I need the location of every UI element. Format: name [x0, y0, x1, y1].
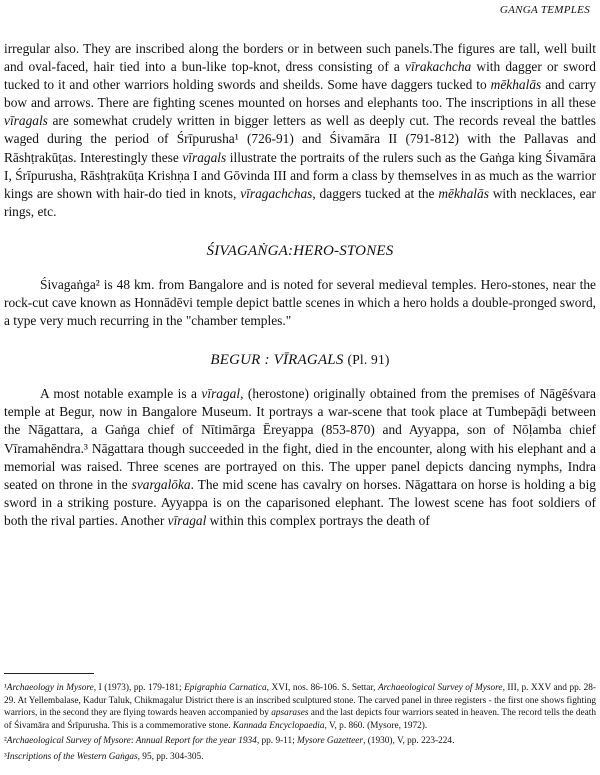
body-text — [4, 40, 596, 530]
heading-2-plate-ref: (Pl. 91) — [347, 352, 390, 368]
footnote-rule — [4, 673, 94, 674]
footnote-3: ³Inscriptions of the Western Gaṅgas, 95, pp. 304-305. — [4, 751, 204, 762]
section-heading-sivaganga — [4, 243, 596, 260]
footnote-1: ¹Archaeology in Mysore, I (1973), pp. 179-181; Epigraphia Carnatica, XVI, nos. 86-106. S. Settar, Archaeological Survey of Mysore, III, p. XXV and pp. 28-29. At Yellembalase, Kadur Taluk, Chikmagalur District there is an inscribed sculptured stone. The carved panel in three registers - the first one shows fighting warriors, in the second they are flying towards heaven accompanied by apsarases and the last depicts four warriors seated in heaven. The record tells the death of Śivamāra and Śrīpurusha. This is a commemorative stone. Kannada Encyclopaedia, V, p. 860. (Mysore, 1972). — [4, 683, 596, 731]
footnotes — [4, 682, 596, 764]
running-head: GANGA TEMPLES — [499, 4, 590, 16]
paragraph-1: irregular also. They are inscribed along the borders or in between such panels.The figures are tall, well built and oval-faced, hair tied into a bun-like top-knot, dress consisting of a vīrakachcha with dagger or sword tucked to it and other warriors holding swords and sheilds. Some have daggers tucked to mēkhalās and carry bow and arrows. There are fighting scenes mounted on horses and elephants too. The inscriptions in all these vīragals are somewhat crudely written in bigger letters as well as deeply cut. The records reveal the battles waged during the period of Śrīpurusha¹ (726-91) and Śivamāra II (791-812) with the Pallavas and Rāshṭrakūṭas. Interestingly these vīragals illustrate the portraits of the rulers such as the Gaṅga king Śivamāra I, Śrīpurusha, Rāshṭrakūṭa Krishṇa I and Gōvinda III and form a class by themselves in as much as the warrior kings are shown with hair-do tied in knots, vīragachchas, daggers tucked at the mēkhalās with necklaces, ear rings, etc. — [4, 41, 597, 219]
section-heading-begur — [4, 352, 596, 369]
heading-2-text: BEGUR : VĪRAGALS — [210, 352, 344, 369]
paragraph-2: Śivagaṅga² is 48 km. from Bangalore and is noted for several medieval temples. Hero-stones, near the rock-cut cave known as Honnādēvi temple depict battle scenes in which a hero holds a double-pronged sword, a type very much recurring in the "chamber temples." — [4, 276, 596, 329]
heading-1-text: ŚIVAGAṄGA:HERO-STONES — [206, 242, 394, 259]
paragraph-3: A most notable example is a vīragal, (herostone) originally obtained from the premises of Nāgēśvara temple at Begur, now in Bangalore Museum. It portrays a war-scene that took place at Tumbepāḍi between the Nāgattara, a Gaṅga chief of Nītimārga Ēreyappa (853-870) and Ayyappa, son of Nōḷamba chief Vīramahēndra.³ Nāgattara though succeeded in the fight, died in the encounter, along with his elephant and a memorial was raised. Three scenes are portrayed on this. The upper panel depicts dancing nymphs, Indra seated on throne in the svargalōka. The mid scene has cavalry on horses. Nāgattara on horse is holding a big sword in a striking posture. Ayyappa is on the caparisoned elephant. The lowest scene has foot soldiers of both the rival parties. Another vīragal within this complex portrays the death of — [4, 386, 596, 528]
footnote-2: ²Archaeological Survey of Mysore: Annual Report for the year 1934, pp. 9-11; Mysore Gazetteer, (1930), V, pp. 223-224. — [4, 736, 455, 747]
